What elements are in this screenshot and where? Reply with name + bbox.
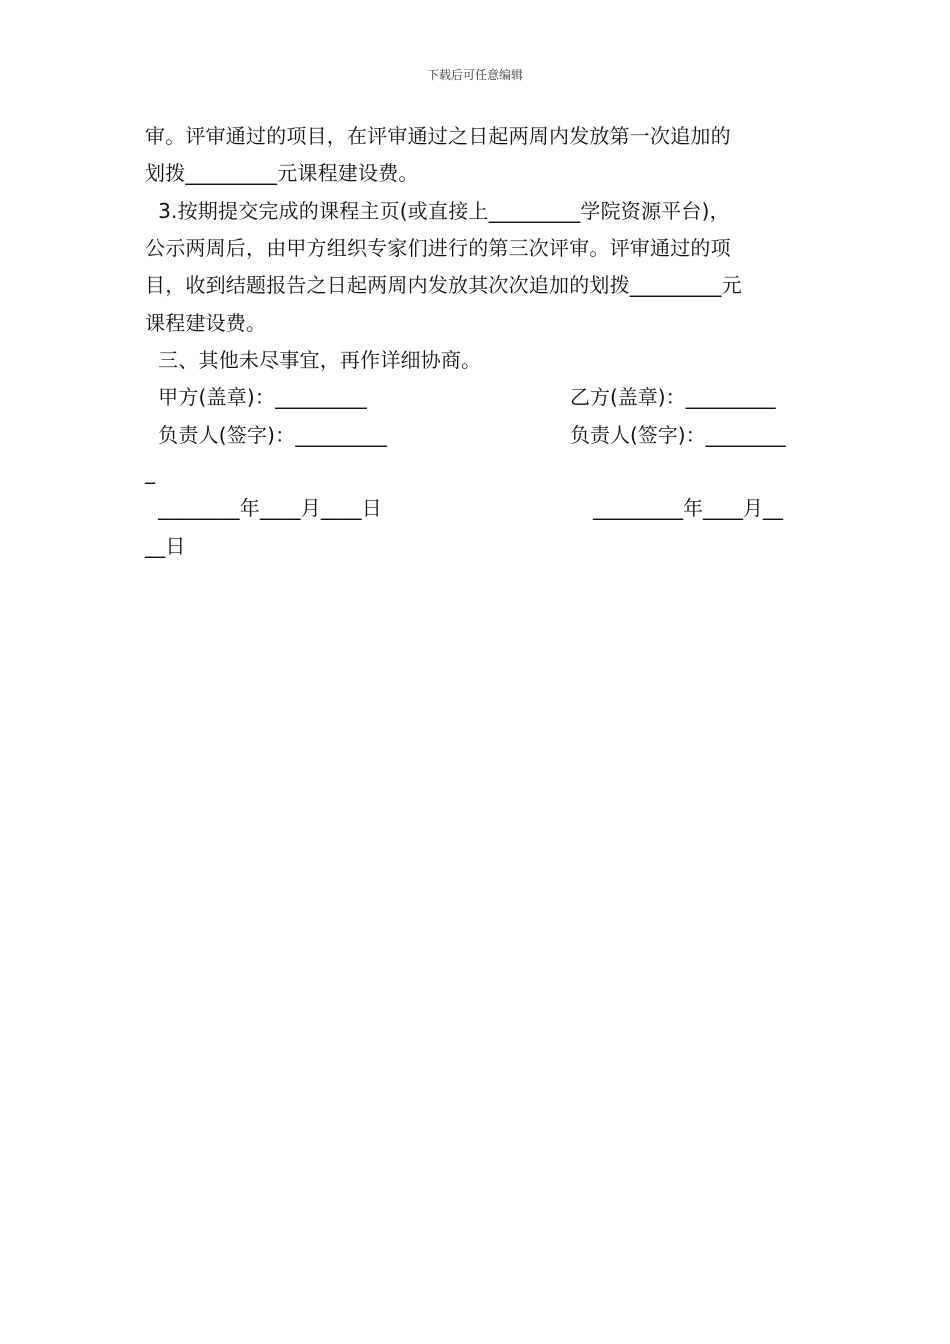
page-header: 下载后可任意编辑 (426, 68, 523, 82)
body-line-6: 课程建设费。 (145, 311, 267, 335)
party-b-date: _________年____月__ (593, 496, 783, 520)
party-a-seal: 甲方(盖章)：_________ (145, 385, 367, 409)
body-line-3: 3.按期提交完成的课程主页(或直接上_________学院资源平台)， (145, 199, 730, 223)
party-b-signature: 负责人(签字)：________ (570, 423, 786, 447)
party-a-signature: 负责人(签字)：_________ (145, 423, 388, 447)
body-line-2: 划拨_________元课程建设费。 (145, 161, 419, 185)
date-wrap-day: __日 (145, 534, 186, 558)
signature-wrap-underscore: _ (145, 460, 156, 484)
section-three-line: 三、其他未尽事宜，再作详细协商。 (145, 348, 482, 372)
party-a-date: ________年____月____日 (145, 496, 382, 520)
body-line-5: 目，收到结题报告之日起两周内发放其次次追加的划拨_________元 (145, 273, 742, 297)
body-line-1: 审。评审通过的项目，在评审通过之日起两周内发放第一次追加的 (145, 124, 731, 148)
body-line-4: 公示两周后，由甲方组织专家们进行的第三次评审。评审通过的项 (145, 236, 731, 260)
party-b-seal: 乙方(盖章)：_________ (570, 385, 776, 409)
